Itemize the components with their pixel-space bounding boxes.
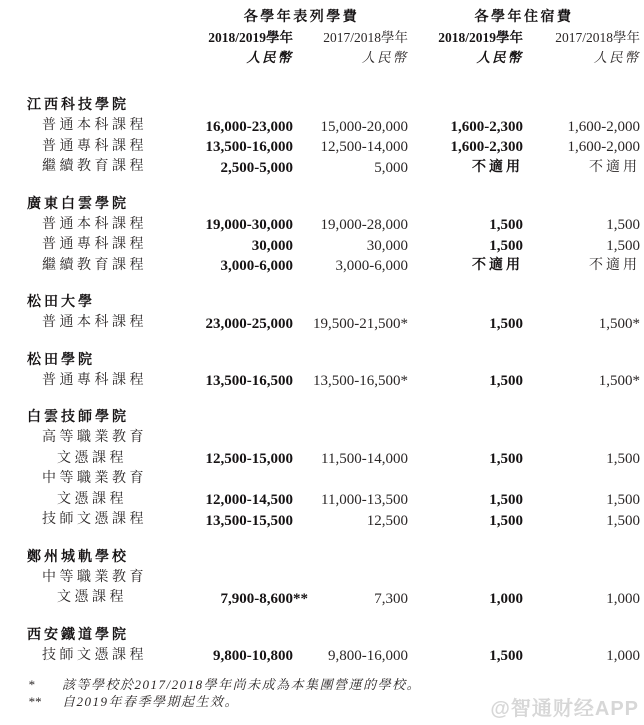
course-label: 普通本科課程 (42, 216, 147, 232)
header-spacer (0, 67, 195, 68)
tuition-year-prior-header: 2017/2018學年 (323, 30, 408, 45)
tuition-current-value: 13,500-15,500 (205, 512, 293, 529)
currency-label: 人民幣 (476, 50, 523, 65)
table-row (0, 510, 644, 531)
accommodation-current-value: 不適用 (472, 258, 523, 273)
tuition-current-value: 3,000-6,000 (220, 258, 293, 274)
tuition-prior-value: 15,000-20,000 (320, 118, 408, 135)
tuition-current-value: 16,000-23,000 (205, 118, 293, 135)
footnote-single-asterisk (0, 676, 644, 693)
course-label-line2: 文憑課程 (57, 491, 127, 507)
footnote-text: 自2019年春季學期起生效。 (62, 694, 240, 709)
accommodation-prior-value: 1,500 (606, 451, 640, 467)
course-label: 普通本科課程 (42, 118, 147, 133)
table-row (0, 157, 644, 178)
accommodation-current-value: 1,500 (489, 648, 523, 664)
tuition-group-header: 各學年表列學費 (243, 10, 360, 25)
accommodation-prior-value: 1,500* (598, 315, 640, 332)
table-row (0, 371, 644, 392)
accommodation-prior-value: 不適用 (589, 159, 640, 175)
tuition-current-value: 12,500-15,000 (205, 451, 293, 467)
tuition-prior-value: 9,800-16,000 (328, 648, 408, 664)
tuition-current-value: 23,000-25,000 (205, 315, 293, 332)
school-section-jiangxi (0, 96, 644, 178)
school-name: 鄭州城軌學校 (27, 549, 129, 565)
currency-label: 人民幣 (246, 50, 293, 65)
tuition-prior-value: 7,300 (374, 590, 408, 607)
school-section-songtian-university (0, 293, 644, 334)
accommodation-prior-value: 1,600-2,000 (567, 118, 640, 135)
currency-label: 人民幣 (361, 50, 408, 65)
tuition-year-current-header: 2018/2019學年 (208, 30, 293, 45)
school-name: 白雲技師學院 (27, 410, 129, 425)
tuition-current-value: 2,500-5,000 (220, 159, 293, 176)
tuition-current-value: 30,000 (251, 237, 293, 254)
course-label: 繼續教育課程 (42, 159, 147, 174)
school-section-baiyun-technician (0, 408, 644, 531)
table-row (0, 428, 644, 469)
table-row (0, 568, 644, 609)
accommodation-prior-value: 1,500 (606, 237, 640, 254)
course-label: 普通專科課程 (42, 372, 147, 388)
accommodation-current-value: 不適用 (472, 159, 523, 175)
accommodation-current-value: 1,500 (489, 451, 523, 467)
tuition-prior-value: 12,500-14,000 (320, 139, 408, 155)
accommodation-year-current-header: 2018/2019學年 (438, 30, 523, 45)
accommodation-prior-value: 1,000 (606, 590, 640, 607)
tuition-prior-value: 5,000 (374, 159, 408, 176)
school-name: 西安鐵道學院 (27, 627, 129, 643)
school-name: 松田大學 (27, 295, 95, 310)
accommodation-current-value: 1,500 (489, 373, 523, 389)
accommodation-prior-value: 1,500 (606, 217, 640, 233)
tuition-prior-value: 12,500 (366, 512, 408, 529)
accommodation-year-prior-header: 2017/2018學年 (555, 30, 640, 45)
accommodation-current-value: 1,500 (489, 237, 523, 254)
course-label: 普通專科課程 (42, 237, 147, 252)
table-row (0, 646, 644, 667)
tuition-current-value: 7,900-8,600 ** (220, 590, 308, 607)
header-year-row (0, 28, 644, 48)
table-row (0, 137, 644, 158)
course-label-line2: 文憑課程 (57, 450, 127, 466)
tuition-current-value: 13,500-16,000 (205, 139, 293, 155)
tuition-current-value: 13,500-16,500 (205, 373, 293, 389)
tuition-prior-value: 19,500-21,500* (313, 315, 408, 332)
header-spacer (0, 47, 195, 48)
accommodation-prior-value: 1,500* (598, 373, 640, 389)
currency-label: 人民幣 (593, 50, 640, 65)
tuition-current-value: 12,000-14,500 (205, 492, 293, 508)
table-row (0, 469, 644, 510)
header-currency-row (0, 48, 644, 68)
accommodation-prior-value: 1,600-2,000 (567, 139, 640, 155)
school-section-guangdong-baiyun (0, 195, 644, 277)
accommodation-current-value: 1,000 (489, 590, 523, 607)
course-label-line2: 文憑課程 (57, 590, 127, 605)
footnote-text: 該等學校於2017/2018學年尚未成為本集團營運的學校。 (62, 677, 422, 692)
school-name: 松田學院 (27, 352, 95, 368)
table-row (0, 235, 644, 256)
course-label: 中等職業教育 (42, 569, 147, 585)
tuition-prior-value: 3,000-6,000 (335, 258, 408, 274)
school-name: 江西科技學院 (27, 98, 129, 113)
course-label: 普通專科課程 (42, 138, 147, 154)
school-name: 廣東白雲學院 (27, 196, 129, 212)
footnote-marker: * (28, 677, 35, 692)
table-header (0, 8, 644, 68)
school-section-songtian-college (0, 351, 644, 392)
school-section-xian-railway (0, 626, 644, 667)
footnote-marker: ** (293, 590, 308, 607)
accommodation-current-value: 1,600-2,300 (450, 139, 523, 155)
tuition-current-value: 19,000-30,000 (205, 217, 293, 233)
tuition-prior-value: 11,000-13,500 (321, 492, 408, 508)
accommodation-current-value: 1,500 (489, 492, 523, 508)
tuition-current-value: 9,800-10,800 (213, 648, 293, 664)
school-section-zhengzhou-rail (0, 548, 644, 609)
tuition-prior-value: 30,000 (366, 237, 408, 254)
accommodation-prior-value: 1,500 (606, 512, 640, 529)
accommodation-current-value: 1,500 (489, 217, 523, 233)
accommodation-prior-value: 不適用 (589, 258, 640, 273)
course-label: 繼續教育課程 (42, 257, 147, 273)
course-label: 技師文憑課程 (42, 647, 147, 663)
accommodation-group-header: 各學年住宿費 (474, 10, 574, 25)
table-row (0, 313, 644, 334)
tuition-prior-value: 19,000-28,000 (320, 217, 408, 233)
table-row (0, 116, 644, 137)
accommodation-current-value: 1,600-2,300 (450, 118, 523, 135)
accommodation-current-value: 1,500 (489, 512, 523, 529)
tuition-prior-value: 13,500-16,500* (313, 373, 408, 389)
course-label: 中等職業教育 (42, 471, 147, 486)
watermark: @智通财经APP (490, 698, 639, 720)
accommodation-current-value: 1,500 (489, 315, 523, 332)
header-spacer (0, 27, 195, 28)
tuition-prior-value: 11,500-14,000 (321, 451, 408, 467)
footnote-marker: ** (28, 694, 41, 709)
header-group-row (0, 8, 644, 28)
course-label: 技師文憑課程 (42, 512, 147, 527)
course-label: 高等職業教育 (42, 430, 147, 445)
table-row (0, 256, 644, 277)
accommodation-prior-value: 1,000 (606, 648, 640, 664)
table-row (0, 215, 644, 236)
accommodation-prior-value: 1,500 (606, 492, 640, 508)
course-label: 普通本科課程 (42, 315, 147, 330)
